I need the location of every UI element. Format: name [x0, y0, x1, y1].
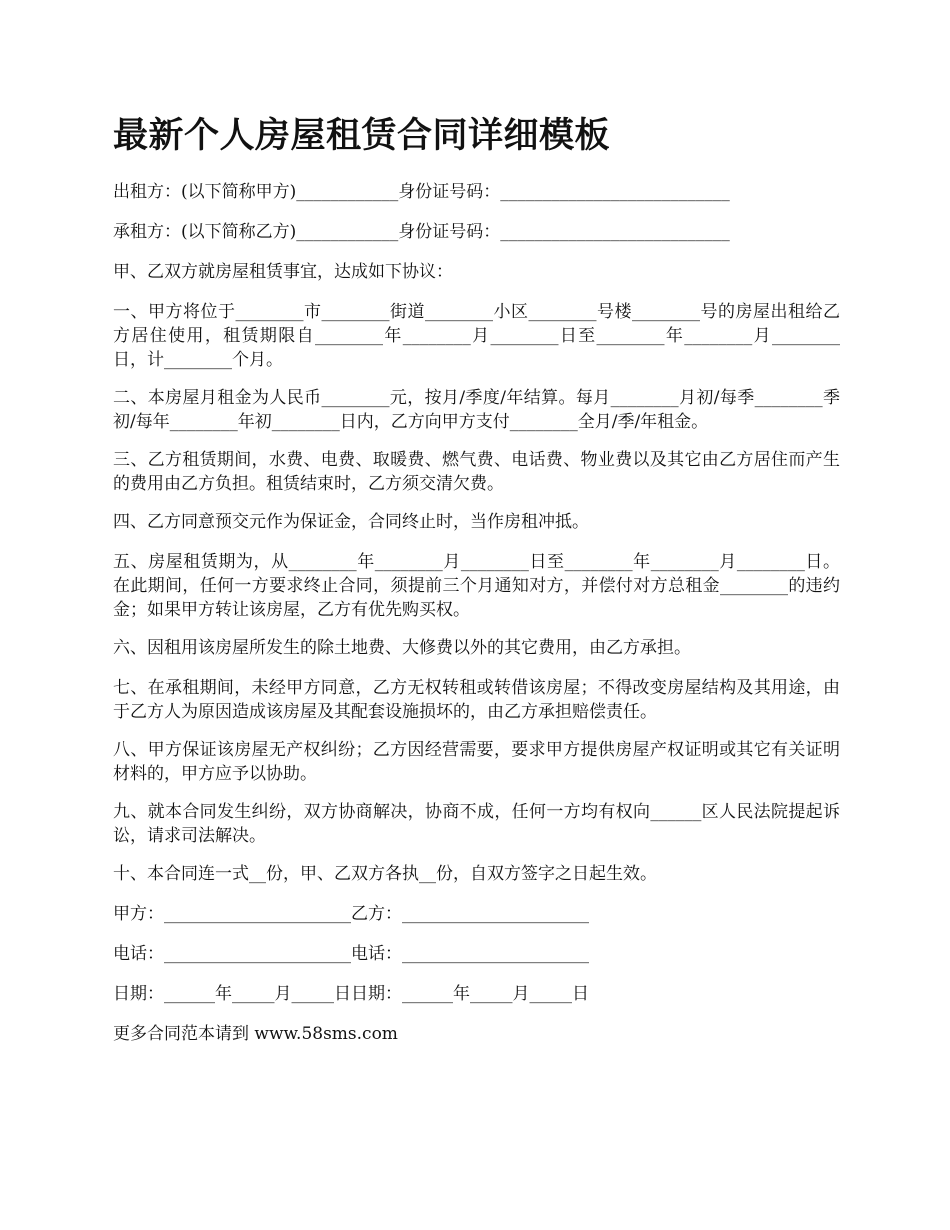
signature-phone-line: 电话：______________________电话：______________________	[113, 944, 589, 964]
footer-more-templates: 更多合同范本请到 www.58sms.com	[113, 1024, 398, 1044]
clause-6: 六、因租用该房屋所发生的除土地费、大修费以外的其它费用，由乙方承担。	[113, 638, 691, 658]
signature-date-line: 日期：______年_____月_____日日期：______年_____月_____日	[113, 984, 589, 1004]
clause-4: 四、乙方同意预交元作为保证金，合同终止时，当作房租冲抵。	[113, 512, 589, 532]
signature-party-line: 甲方：______________________乙方：______________________	[113, 904, 589, 924]
clause-3: 三、乙方租赁期间，水费、电费、取暖费、燃气费、电话费、物业费以及其它由乙方居住而产生的费用由乙方负担。租赁结束时，乙方须交清欠费。	[113, 450, 840, 494]
document-title: 最新个人房屋租赁合同详细模板	[113, 116, 611, 156]
clause-1: 一、甲方将位于________市________街道________小区________号楼________号的房屋出租给乙方居住使用，租赁期限自________年________月________日至________年________月________日，计________个月。	[113, 302, 840, 370]
clause-7: 七、在承租期间，未经甲方同意，乙方无权转租或转借该房屋；不得改变房屋结构及其用途，由于乙方人为原因造成该房屋及其配套设施损坏的，由乙方承担赔偿责任。	[113, 678, 840, 722]
lessor-line: 出租方：(以下简称甲方)____________身份证号码：___________________________	[113, 182, 730, 202]
clause-5: 五、房屋租赁期为，从________年________月________日至________年________月________日。在此期间，任何一方要求终止合同，须提前三个月通知对方，并偿付对方总租金________的违约金；如果甲方转让该房屋，乙方有优先购买权。	[113, 552, 840, 620]
clause-2: 二、本房屋月租金为人民币________元，按月/季度/年结算。每月________月初/每季________季初/每年________年初________日内，乙方向甲方支付________全月/季/年租金。	[113, 388, 840, 432]
clause-10: 十、本合同连一式__份，甲、乙双方各执__份，自双方签字之日起生效。	[113, 864, 657, 884]
agreement-intro: 甲、乙双方就房屋租赁事宜，达成如下协议：	[113, 262, 453, 282]
lessee-line: 承租方：(以下简称乙方)____________身份证号码：___________________________	[113, 222, 730, 242]
clause-8: 八、甲方保证该房屋无产权纠纷；乙方因经营需要，要求甲方提供房屋产权证明或其它有关证明材料的，甲方应予以协助。	[113, 740, 840, 784]
clause-9: 九、就本合同发生纠纷，双方协商解决，协商不成，任何一方均有权向______区人民法院提起诉讼，请求司法解决。	[113, 802, 840, 846]
document-page	[113, 112, 840, 1046]
